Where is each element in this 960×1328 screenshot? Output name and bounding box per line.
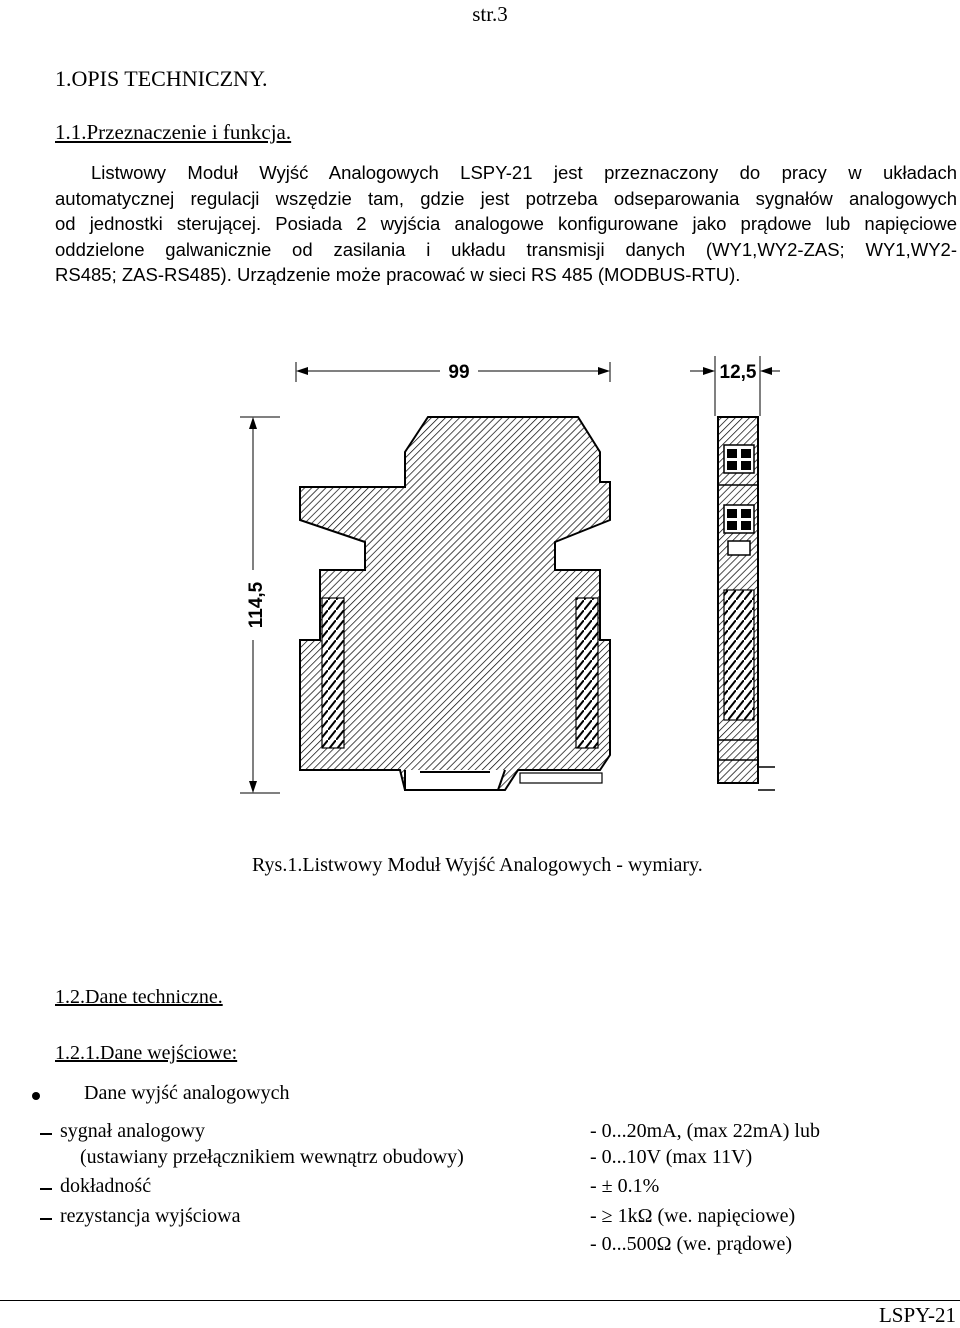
- height-dimension-label: 114,5: [246, 581, 267, 629]
- depth-dimension-label: 12,5: [719, 362, 757, 383]
- paragraph-line: automatycznej regulacji wszędzie tam, gdzie jest potrzeba odseparowania sygnałów analogowych: [55, 187, 957, 209]
- paragraph-line: od jednostki sterującej. Posiada 2 wyjścia analogowe konfigurowane jako prądowe lub napięciowe: [55, 213, 957, 234]
- data-section-title: 1.2.Dane techniczne.: [55, 986, 223, 1008]
- accuracy-label: dokładność: [60, 1175, 152, 1197]
- signal-value-voltage: - 0...10V (max 11V): [590, 1146, 753, 1168]
- bullet-dot-icon: [32, 1092, 40, 1100]
- footer-model: LSPY-21: [878, 1303, 956, 1327]
- signal-note: (ustawiany przełącznikiem wewnątrz obudowy): [80, 1146, 464, 1168]
- signal-value-current: - 0...20mA, (max 22mA) lub: [590, 1120, 820, 1142]
- section-title: 1.OPIS TECHNICZNY.: [55, 66, 268, 91]
- module-front-view: [718, 417, 775, 790]
- page-number: str.3: [472, 2, 508, 26]
- resistance-value-voltage: - ≥ 1kΩ (we. napięciowe): [590, 1205, 796, 1227]
- figure-caption: Rys.1.Listwowy Moduł Wyjść Analogowych - wymiary.: [252, 854, 703, 876]
- paragraph-line: RS485; ZAS-RS485). Urządzenie może pracować w sieci RS 485 (MODBUS-RTU).: [55, 264, 741, 285]
- width-dimension-label: 99: [448, 362, 470, 383]
- dash-icon: [40, 1133, 52, 1135]
- resistance-label: rezystancja wyjściowa: [60, 1205, 241, 1227]
- bullet-title: Dane wyjść analogowych: [84, 1082, 290, 1104]
- dash-icon: [40, 1188, 52, 1190]
- resistance-value-current: - 0...500Ω (we. prądowe): [590, 1233, 793, 1255]
- footer-divider: [0, 1300, 960, 1301]
- module-side-view: [300, 417, 610, 790]
- signal-label: sygnał analogowy: [60, 1120, 205, 1142]
- paragraph-line: oddzielone galwanicznie od zasilania i układu transmisji danych (WY1,WY2-ZAS; WY1,WY2-: [55, 238, 957, 260]
- paragraph-line: Listwowy Moduł Wyjść Analogowych LSPY-21 jest przeznaczony do pracy w układach: [91, 162, 957, 183]
- dash-icon: [40, 1218, 52, 1220]
- accuracy-value: - ± 0.1%: [590, 1175, 660, 1197]
- input-section-title: 1.2.1.Dane wejściowe:: [55, 1042, 238, 1064]
- subsection-title: 1.1.Przeznaczenie i funkcja.: [55, 120, 292, 144]
